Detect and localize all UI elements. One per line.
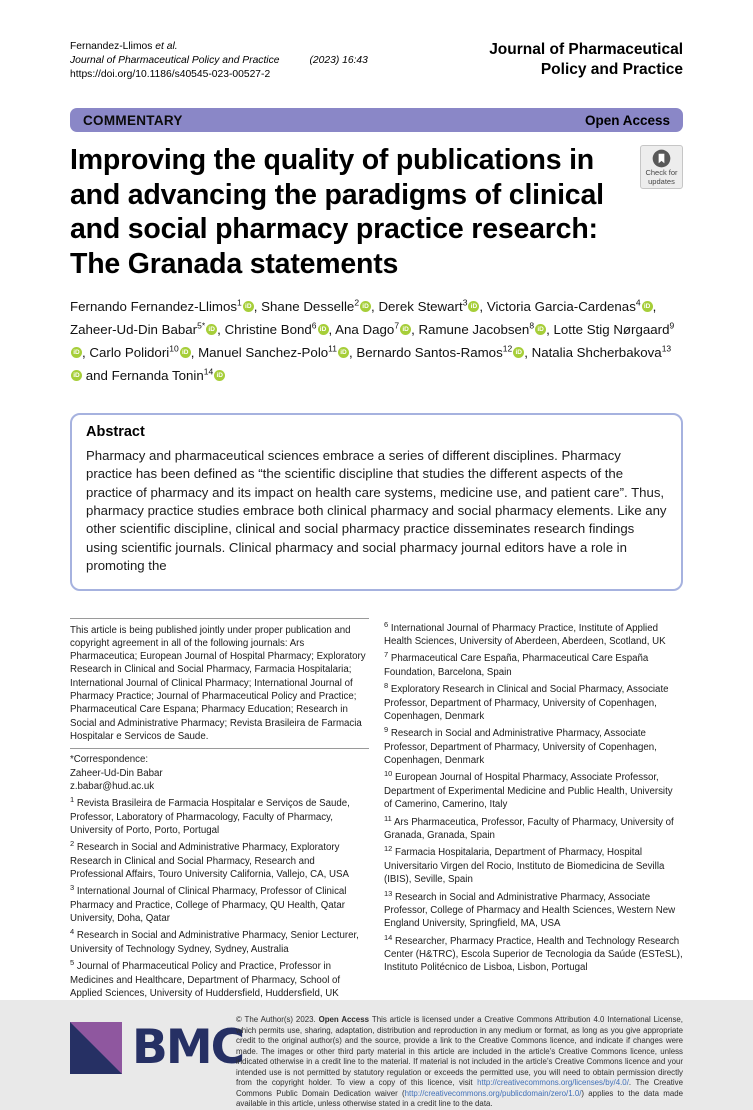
- orcid-icon[interactable]: iD: [206, 324, 217, 335]
- affiliation: $^5$ Journal of Pharmaceutical Policy and Practice, Professor in Medicines and Healthcare, Department of Pharmacy, School of Applied Sciences, University of Huddersfield, Huddersfield, UK: [70, 958, 341, 1000]
- affiliation: $^9$ Research in Social and Administrative Pharmacy, Associate Professor, Department of Pharmacy, University of Copenhagen, Copenhagen, Denmark: [384, 725, 657, 767]
- correspondence-name: Zaheer-Ud-Din Babar: [70, 767, 163, 779]
- author: Christine Bond$^6$ iD ,: [224, 320, 336, 338]
- orcid-icon[interactable]: iD: [400, 324, 411, 335]
- license-segment[interactable]: http://creativecommons.org/publicdomain/zero/1.0/: [404, 1088, 582, 1098]
- orcid-icon[interactable]: iD: [71, 347, 82, 358]
- footnotes: [70, 618, 683, 1001]
- bmc-logo: [70, 1020, 244, 1076]
- journal-name: Journal of Pharmaceutical Policy and Practice: [489, 41, 683, 78]
- correspondence-label: *Correspondence:: [70, 754, 149, 766]
- author: Victoria Garcia-Cardenas$^4$ iD ,: [486, 298, 657, 315]
- orcid-icon[interactable]: iD: [513, 347, 524, 358]
- affiliation: $^7$ Pharmaceutical Care España, Pharmaceutical Care España Foundation, Barcelona, Spain: [384, 650, 649, 678]
- orcid-icon[interactable]: iD: [180, 347, 191, 358]
- bmc-logo-text: BMC: [132, 1020, 244, 1076]
- orcid-icon[interactable]: iD: [642, 301, 653, 312]
- affiliations-1-5: [70, 793, 369, 1000]
- abstract-heading: Abstract: [86, 423, 145, 440]
- author: Bernardo Santos-Ramos$^{12}$ iD ,: [356, 343, 532, 361]
- joint-publication-note: This article is being published jointly under proper publication and copyright agreement in all of the following journals: Ars Pharmaceutica; European Journal of Hospital Pharmacy; Exploratory Research in Clinical and Social Pharmacy, Farmacia Hospitalaria; International Journal of Clinical Pharmacy; International Journal of Pharmacy Practice; Journal of Pharmaceutical Policy and Practice; Pharmaceutical Care Espana; Pharmacy Education; Research in Social and Administrative Pharmacy; Revista Brasileira de Farmacia Hospitalar e Servicos de Saude.: [70, 624, 366, 742]
- affiliation: $^{14}$ Researcher, Pharmacy Practice, Health and Technology Research Center (H&TRC), Escola Superior de Tecnologia da Saúde (ESTeSL), Instituto Politécnico de Lisboa, Lisbon, Portugal: [384, 932, 683, 974]
- footnotes-right-column: [384, 618, 683, 1001]
- affiliation: $^1$ Revista Brasileira de Farmacia Hospitalar e Serviços de Saude, Professor, Laboratory of Pharmacology, Faculty of Pharmacy, University of Porto, Porto, Portugal: [70, 795, 350, 836]
- orcid-icon[interactable]: iD: [71, 370, 82, 381]
- affiliation: $^4$ Research in Social and Administrative Pharmacy, Senior Lecturer, University of Technology Sydney, Sydney, Australia: [70, 927, 359, 955]
- orcid-icon[interactable]: iD: [535, 324, 546, 335]
- author: Lotte Stig Nørgaard$^9$iD ,: [70, 322, 674, 360]
- license-segment: © The Author(s) 2023.: [236, 1015, 319, 1025]
- abstract-text: Pharmacy and pharmaceutical sciences embrace a series of different disciplines. Pharmacy practice has been defined as “the scientific discipline that studies the different aspects of the practice of pharmacy and its impact on health care systems, medicine use, and patient care”. Thus, pharmacy practice studies embrace both clinical pharmacy and social pharmacy elements. Like any other scientific discipline, clinical and social pharmacy practice disseminates research findings using scientific journals. Clinical pharmacy and social pharmacy journal editors have a role in promoting the: [86, 447, 667, 574]
- article-type-label: COMMENTARY: [83, 112, 183, 128]
- affiliation: $^8$ Exploratory Research in Clinical and Social Pharmacy, Associate Professor, Department of Pharmacy, University of Copenhagen, Copenhagen, Denmark: [384, 681, 669, 723]
- author-list: [70, 294, 683, 386]
- license-segment: Open Access: [318, 1015, 372, 1025]
- citation-issue: (2023) 16:43: [309, 55, 368, 66]
- affiliation: $^{12}$ Farmacia Hospitalaria, Department of Pharmacy, Hospital Universitario Virgen del Rocio, Instituto de Biomedicina de Sevilla (IBIS), Seville, Spain: [384, 844, 665, 886]
- affiliation: $^{13}$ Research in Social and Administrative Pharmacy, Associate Professor, College of Pharmacy and Health Sciences, Western New England University, Springfield, MA, USA: [384, 888, 676, 930]
- orcid-icon[interactable]: iD: [318, 324, 329, 335]
- author: Natalia Shcherbakova$^{13}$iD and: [70, 345, 671, 383]
- author: Shane Desselle$^2$ iD ,: [261, 298, 379, 315]
- license-segment: This article is licensed under a Creative Commons Attribution 4.0 International License, which permits use, sharing, adaptation, distribution and reproduction in any medium or format, as long as you give appropriate credit to the original author(s) and the source, provide a link to the Creative Commons licence, and indicate if changes were made. The images or other third party material in this article are included in the article’s Creative Commons licence, unless indicated otherwise in a credit line to the material. If material is not included in the article’s Creative Commons licence and your intended use is not permitted by statutory regulation or exceeds the permitted use, you will need to obtain permission directly from the copyright holder. To view a copy of this licence, visit: [236, 1015, 684, 1088]
- license-segment: . The Creative Commons Public Domain Dedication waiver (: [236, 1078, 683, 1098]
- affiliation: $^2$ Research in Social and Administrative Pharmacy, Exploratory Research in Clinical and Social Pharmacy, Research and Professional Affairs, Touro University California, Vallejo, CA, USA: [70, 839, 349, 881]
- check-badge-label: Check for updates: [645, 168, 678, 186]
- orcid-icon[interactable]: iD: [338, 347, 349, 358]
- license-text: [236, 1015, 683, 1110]
- doi-link[interactable]: https://doi.org/10.1186/s40545-023-00527-2: [70, 69, 271, 80]
- orcid-icon[interactable]: iD: [360, 301, 371, 312]
- author: Manuel Sanchez-Polo$^{11}$ iD ,: [198, 343, 357, 361]
- page-footer: [70, 1015, 683, 1110]
- affiliation: $^{10}$ European Journal of Hospital Pharmacy, Associate Professor, Department of Experimental Medicine and Public Health, University of Camerino, Camerino, Italy: [384, 769, 673, 811]
- affiliation: $^3$ International Journal of Clinical Pharmacy, Professor of Clinical Pharmacy and Practice, College of Pharmacy, QU Health, Qatar University, Doha, Qatar: [70, 883, 347, 925]
- article-type-banner: [70, 108, 683, 132]
- author: Fernando Fernandez-Llimos$^1$ iD ,: [70, 298, 262, 315]
- license-segment[interactable]: http://creativecommons.org/licenses/by/4.0/: [477, 1078, 629, 1088]
- author: Ana Dago$^7$ iD ,: [335, 320, 419, 338]
- correspondence-email[interactable]: z.babar@hud.ac.uk: [70, 780, 155, 792]
- page-title: Improving the quality of publications in and advancing the paradigms of clinical and social pharmacy practice research: The Granada statements: [70, 144, 604, 280]
- affiliation: $^{11}$ Ars Pharmaceutica, Professor, Faculty of Pharmacy, University of Granada, Granada, Spain: [384, 813, 674, 842]
- title-row: [70, 143, 683, 281]
- orcid-icon[interactable]: iD: [243, 301, 254, 312]
- affiliation: $^6$ International Journal of Pharmacy Practice, Institute of Applied Health Sciences, University of Aberdeen, Aberdeen, Scotland, UK: [384, 619, 666, 648]
- author: Carlo Polidori$^{10}$ iD ,: [89, 343, 199, 361]
- author: Derek Stewart$^3$ iD ,: [378, 298, 487, 315]
- citation-journal-line: Journal of Pharmaceutical Policy and Practice (2023) 16:43: [70, 55, 368, 66]
- open-access-label: Open Access: [584, 112, 670, 128]
- citation-authors: Fernandez-Llimos et al.: [70, 41, 178, 52]
- bmc-logo-mark: [70, 1022, 122, 1074]
- author: Zaheer-Ud-Din Babar$^{5*}$ iD ,: [70, 320, 225, 338]
- crossmark-icon: [652, 149, 671, 168]
- check-for-updates-badge[interactable]: [640, 145, 683, 189]
- orcid-icon[interactable]: iD: [468, 301, 479, 312]
- citation-block: [70, 40, 368, 82]
- footnotes-left-column: [70, 618, 369, 1001]
- license-segment: ) applies to the data made available in this article, unless otherwise stated in a credit line to the data.: [236, 1088, 683, 1109]
- orcid-icon[interactable]: iD: [214, 370, 225, 381]
- page-header: [70, 40, 683, 82]
- affiliations-6-14: [384, 618, 683, 975]
- author: Ramune Jacobsen$^8$ iD ,: [418, 320, 554, 338]
- abstract-box: [70, 413, 683, 591]
- footnote-divider: [70, 748, 369, 749]
- author: Fernanda Tonin$^{14}$ iD: [112, 368, 226, 383]
